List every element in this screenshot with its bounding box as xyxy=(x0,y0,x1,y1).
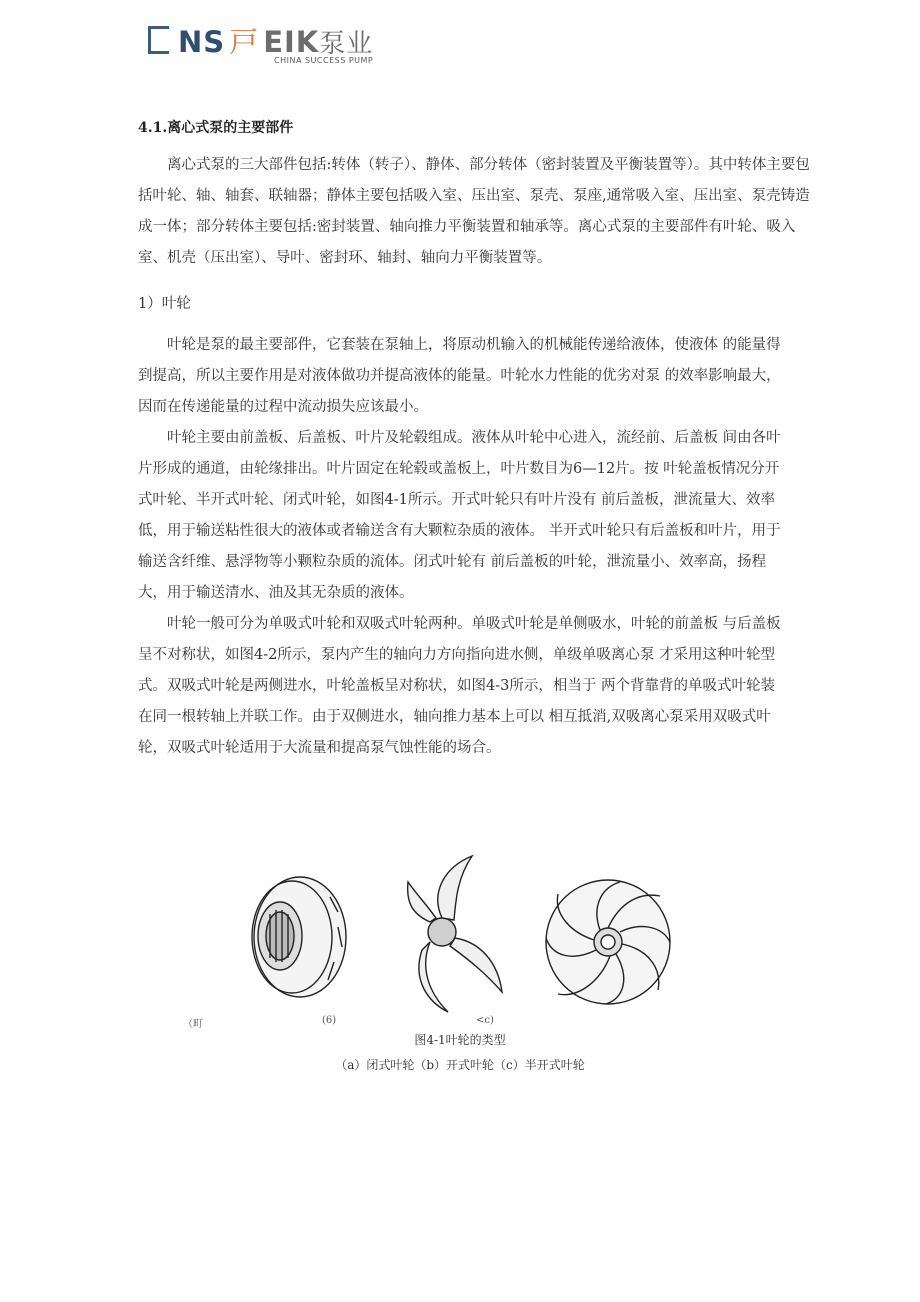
figure-label-b: (6) xyxy=(322,1015,337,1026)
figure-label-c: <c) xyxy=(476,1015,494,1026)
logo-mid: 戸 xyxy=(229,25,260,59)
company-logo xyxy=(146,20,386,70)
logo-brand xyxy=(178,20,373,61)
logo-ns: NS xyxy=(178,25,226,59)
logo-bracket-icon xyxy=(148,26,169,54)
impeller-illustrations xyxy=(180,852,680,1018)
figure-subtitle: （a）闭式叶轮（b）开式叶轮（c）半开式叶轮 xyxy=(335,1058,585,1072)
logo-subtitle: CHINA SUCCESS PUMP xyxy=(274,56,374,65)
logo-cn: 泵业 xyxy=(319,29,374,59)
subheading-impeller: 1）叶轮 xyxy=(138,296,191,312)
impeller-figure xyxy=(180,852,680,1018)
figure-title: 图4-1叶轮的类型 xyxy=(414,1033,506,1047)
figure-label-a: （町 xyxy=(183,1019,203,1030)
intro-paragraph: 离心式泵的三大部件包括:转体（转子）、静体、部分转体（密封装置及平衡装置等）。其中转体主要包括叶轮、轴、轴套、联轴器；静体主要包括吸入室、压出室、泵壳、泵座,通常吸入室、压出室、泵壳铸造成一体；部分转体主要包括:密封装置、轴向推力平衡装置和轴承等。离心式泵的主要部件有叶轮、吸入室、机壳（压出室）、导叶、密封环、轴封、轴向力平衡装置等。 xyxy=(138,157,810,266)
document-body xyxy=(138,116,810,764)
impeller-paragraph-3: 叶轮一般可分为单吸式叶轮和双吸式叶轮两种。单吸式叶轮是单侧吸水，叶轮的前盖板 与后盖板呈不对称状，如图4-2所示，泵内产生的轴向力方向指向进水侧，单级单吸离心泵 才采用这种叶轮型式。双吸式叶轮是两侧进水，叶轮盖板呈对称状，如图4-3所示，相当于 两个背靠背的单吸式叶轮装在同一根转轴上并联工作。由于双侧进水，轴向推力基本上可以 相互抵消,双吸离心泵采用双吸式叶轮，双吸式叶轮适用于大流量和提高泵气蚀性能的场合。 xyxy=(138,616,781,756)
impeller-paragraph-1: 叶轮是泵的最主要部件，它套装在泵轴上，将原动机输入的机械能传递给液体，使液体 的能量得到提高，所以主要作用是对液体做功并提高液体的能量。叶轮水力性能的优劣对泵 的效率影响最大，因而在传递能量的过程中流动损失应该最小。 xyxy=(138,337,781,415)
open-impeller-icon xyxy=(408,856,502,1012)
semi-open-impeller-icon xyxy=(546,880,670,1004)
closed-impeller-icon xyxy=(252,877,346,997)
section-heading: 4.1.离心式泵的主要部件 xyxy=(138,120,294,136)
impeller-paragraph-2: 叶轮主要由前盖板、后盖板、叶片及轮毂组成。液体从叶轮中心进入，流经前、后盖板 间由各叶片形成的通道，由轮缘排出。叶片固定在轮毂或盖板上，叶片数目为6—12片。按 叶轮盖板情况分开式叶轮、半开式叶轮、闭式叶轮，如图4-1所示。开式叶轮只有叶片没有 前后盖板，泄流量大、效率低，用于输送粘性很大的液体或者输送含有大颗粒杂质的液体。 半开式叶轮只有后盖板和叶片，用于输送含纤维、悬浮物等小颗粒杂质的流体。闭式叶轮有 前后盖板的叶轮，泄流量小、效率高，扬程大，用于输送清水、油及其无杂质的液体。 xyxy=(138,430,781,601)
logo-eik: EIK xyxy=(263,25,320,59)
